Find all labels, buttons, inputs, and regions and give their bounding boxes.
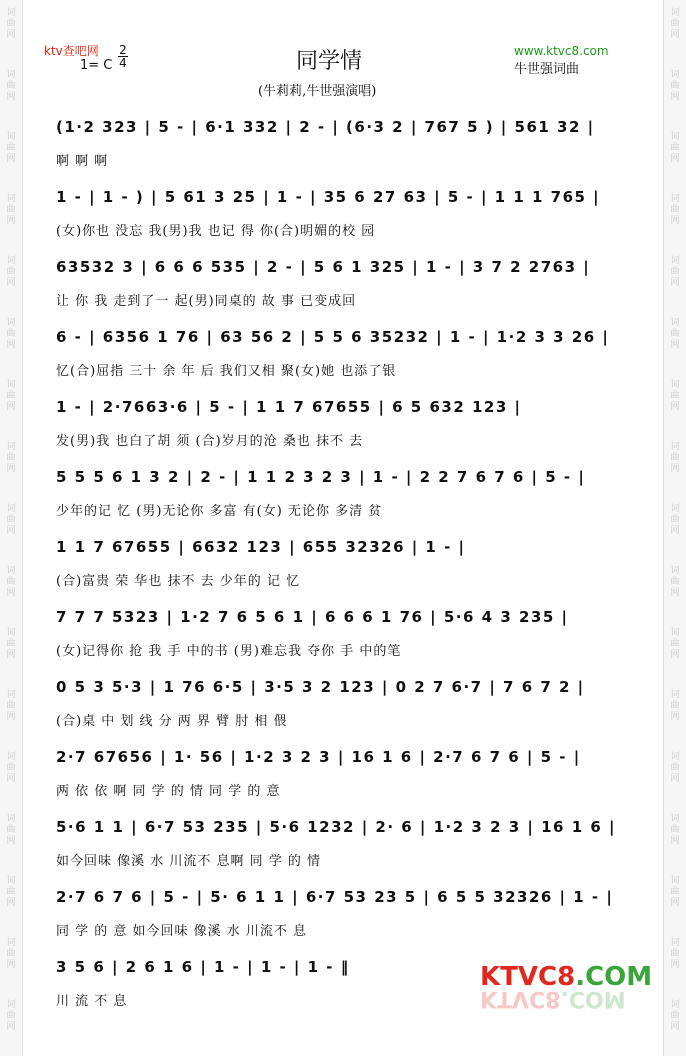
watermark-text: 词 曲 网: [670, 70, 680, 102]
lyric-row: 两 依 依 啊 同 学 的 情 同 学 的 意: [56, 784, 281, 799]
watermark-text: 词 曲 网: [670, 132, 680, 164]
notation-row: (1·2 323 | 5 - | 6·1 332 | 2 - | (6·3 2 | 767 5 ) | 561 32 |: [56, 118, 595, 136]
watermark-text: 词 曲 网: [670, 566, 680, 598]
watermark-text: 词 曲 网: [6, 938, 16, 970]
notation-row: 1 - | 1 - ) | 5 61 3 25 | 1 - | 35 6 27 63 | 5 - | 1 1 1 765 |: [56, 188, 601, 206]
lyric-row: 让 你 我 走到了一 起(男)同桌的 故 事 已变成回: [56, 294, 357, 309]
watermark-text: 词 曲 网: [6, 132, 16, 164]
score-line: [56, 328, 640, 386]
lyric-row: 发(男)我 也白了胡 须 (合)岁月的沧 桑也 抹不 去: [56, 434, 364, 449]
watermark-text: 词 曲 网: [6, 442, 16, 474]
lyric-row: 川 流 不 息: [56, 994, 128, 1009]
score-header: [0, 0, 686, 110]
meter-numerator: 2: [119, 43, 127, 57]
notation-row: 5 5 5 6 1 3 2 | 2 - | 1 1 2 3 2 3 | 1 - | 2 2 7 6 7 6 | 5 - |: [56, 468, 586, 486]
notation-row: 3 5 6 | 2 6 1 6 | 1 - | 1 - | 1 - ‖: [56, 958, 350, 976]
watermark-text: 词 曲 网: [670, 628, 680, 660]
watermark-text: 词 曲 网: [670, 690, 680, 722]
score-line: [56, 748, 640, 806]
watermark-text: 词 曲 网: [6, 876, 16, 908]
composer-credit: 牛世强词曲: [514, 62, 580, 77]
watermark-text: 词 曲 网: [670, 752, 680, 784]
score-line: [56, 188, 640, 246]
watermark-text: 词 曲 网: [670, 938, 680, 970]
key-signature: 1= C: [80, 58, 113, 73]
watermark-text: 词 曲 网: [6, 194, 16, 226]
watermark-text: 词 曲 网: [670, 318, 680, 350]
score-line: [56, 608, 640, 666]
meter-denominator: 4: [119, 56, 127, 70]
watermark-text: 词 曲 网: [6, 504, 16, 536]
site-logo[interactable]: [480, 962, 653, 1022]
notation-row: 63532 3 | 6 6 6 535 | 2 - | 5 6 1 325 | 1 - | 3 7 2 2763 |: [56, 258, 591, 276]
watermark-text: 词 曲 网: [6, 628, 16, 660]
notation-row: 2·7 6 7 6 | 5 - | 5· 6 1 1 | 6·7 53 23 5 | 6 5 5 32326 | 1 - |: [56, 888, 614, 906]
watermark-text: 词 曲 网: [670, 442, 680, 474]
score-line: [56, 398, 640, 456]
watermark-text: 词 曲 网: [670, 1000, 680, 1032]
notation-row: 7 7 7 5323 | 1·2 7 6 5 6 1 | 6 6 6 1 76 | 5·6 4 3 235 |: [56, 608, 569, 626]
score-line: [56, 468, 640, 526]
watermark-text: 词 曲 网: [6, 8, 16, 40]
score-line: [56, 258, 640, 316]
watermark-text: 词 曲 网: [670, 8, 680, 40]
lyric-row: (合)富贵 荣 华也 抹不 去 少年的 记 忆: [56, 574, 301, 589]
score-line: [56, 678, 640, 736]
watermark-text: 词 曲 网: [6, 70, 16, 102]
watermark-text: 词 曲 网: [6, 566, 16, 598]
watermark-text: 词 曲 网: [6, 256, 16, 288]
logo-text: KTVC8.COM: [480, 962, 653, 992]
site-link-top-left[interactable]: ktv查吧网: [44, 44, 99, 58]
watermark-text: 词 曲 网: [670, 256, 680, 288]
lyric-row: 如今回味 像溪 水 川流不 息啊 同 学 的 情: [56, 854, 322, 869]
notation-row: 1 - | 2·7663·6 | 5 - | 1 1 7 67655 | 6 5 632 123 |: [56, 398, 522, 416]
notation-row: 5·6 1 1 | 6·7 53 235 | 5·6 1232 | 2· 6 | 1·2 3 2 3 | 16 1 6 |: [56, 818, 616, 836]
notation-row: 0 5 3 5·3 | 1 76 6·5 | 3·5 3 2 123 | 0 2 7 6·7 | 7 6 7 2 |: [56, 678, 585, 696]
logo-reflection: KTVC8.COM: [480, 986, 626, 1011]
site-link-top-right[interactable]: www.ktvc8.com: [514, 44, 609, 58]
lyric-row: 啊 啊 啊: [56, 154, 109, 169]
lyric-row: 同 学 的 意 如今回味 像溪 水 川流不 息: [56, 924, 308, 939]
score-line: [56, 118, 640, 176]
lyric-row: 忆(合)屈指 三十 余 年 后 我们又相 聚(女)她 也添了银: [56, 364, 397, 379]
lyric-row: (女)记得你 抢 我 手 中的书 (男)难忘我 夺你 手 中的笔: [56, 644, 402, 659]
singers-credit: (牛莉莉,牛世强演唱): [258, 84, 377, 99]
watermark-text: 词 曲 网: [670, 194, 680, 226]
watermark-text: 词 曲 网: [670, 876, 680, 908]
score-line: [56, 888, 640, 946]
notation-row: 1 1 7 67655 | 6632 123 | 655 32326 | 1 - |: [56, 538, 466, 556]
watermark-text: 词 曲 网: [670, 380, 680, 412]
score-line: [56, 818, 640, 876]
notation-row: 2·7 67656 | 1· 56 | 1·2 3 2 3 | 16 1 6 | 2·7 6 7 6 | 5 - |: [56, 748, 581, 766]
lyric-row: (合)桌 中 划 线 分 两 界 臂 肘 相 偎: [56, 714, 288, 729]
watermark-text: 词 曲 网: [6, 690, 16, 722]
time-signature: [118, 44, 128, 69]
score-line: [56, 538, 640, 596]
lyric-row: (女)你也 没忘 我(男)我 也记 得 你(合)明媚的校 园: [56, 224, 376, 239]
watermark-text: 词 曲 网: [6, 380, 16, 412]
lyric-row: 少年的记 忆 (男)无论你 多富 有(女) 无论你 多清 贫: [56, 504, 383, 519]
watermark-text: 词 曲 网: [670, 504, 680, 536]
song-title: 同学情: [296, 49, 363, 74]
watermark-text: 词 曲 网: [6, 1000, 16, 1032]
watermark-text: 词 曲 网: [6, 814, 16, 846]
notation-row: 6 - | 6356 1 76 | 63 56 2 | 5 5 6 35232 | 1 - | 1·2 3 3 26 |: [56, 328, 610, 346]
watermark-text: 词 曲 网: [6, 752, 16, 784]
watermark-text: 词 曲 网: [6, 318, 16, 350]
watermark-text: 词 曲 网: [670, 814, 680, 846]
